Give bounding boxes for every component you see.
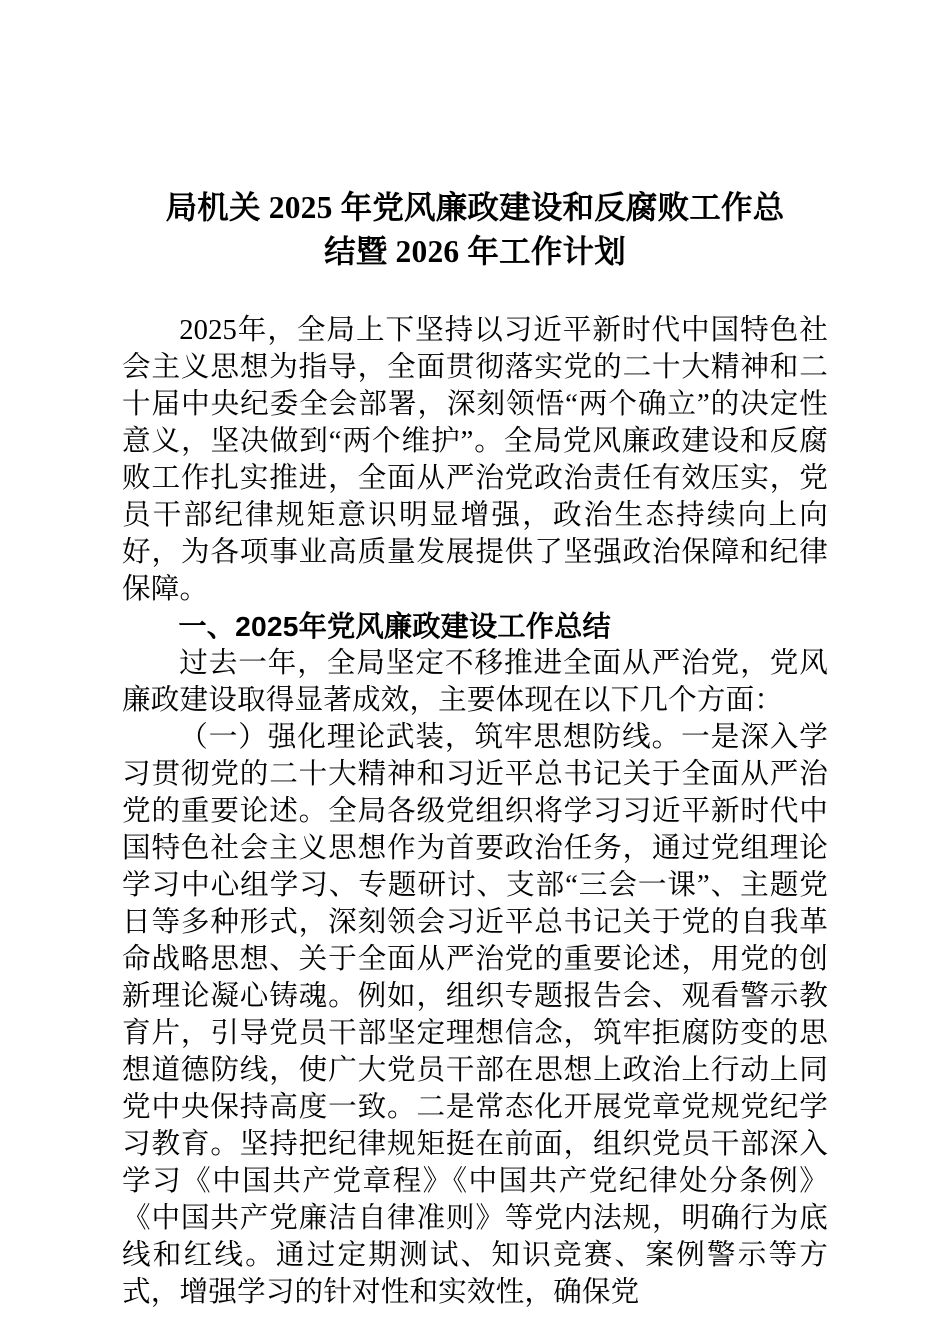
page-title-line-2: 结暨 2026 年工作计划	[324, 234, 626, 269]
subsection-1-paragraph: （一）强化理论武装，筑牢思想防线。一是深入学习贯彻党的二十大精神和习近平总书记关于全面从严治党的重要论述。全局各级党组织将学习习近平新时代中国特色社会主义思想作为首要政治任务，通过党组理论学习中心组学习、专题研讨、支部“三会一课”、主题党日等多种形式，深刻领会习近平总书记关于党的自我革命战略思想、关于全面从严治党的重要论述，用党的创新理论凝心铸魂。例如，组织专题报告会、观看警示教育片，引导党员干部坚定理想信念，筑牢拒腐防变的思想道德防线，使广大党员干部在思想上政治上行动上同党中央保持高度一致。二是常态化开展党章党规党纪学习教育。坚持把纪律规矩挺在前面，组织党员干部深入学习《中国共产党章程》《中国共产党纪律处分条例》《中国共产党廉洁自律准则》等党内法规，明确行为底线和红线。通过定期测试、知识竞赛、案例警示等方式，增强学习的针对性和实效性，确保党	[122, 722, 828, 1308]
page-title	[122, 186, 828, 274]
page-title-line-1: 局机关 2025 年党风廉政建设和反腐败工作总	[165, 190, 785, 225]
section-heading-1: 一、2025年党风廉政建设工作总结	[178, 610, 611, 642]
page-content-area	[122, 186, 828, 1311]
section-1-lead-paragraph: 过去一年，全局坚定不移推进全面从严治党，党风廉政建设取得显著成效，主要体现在以下几个方面：	[122, 648, 828, 716]
intro-paragraph: 2025年，全局上下坚持以习近平新时代中国特色社会主义思想为指导，全面贯彻落实党的二十大精神和二十届中央纪委全会部署，深刻领悟“两个确立”的决定性意义，坚决做到“两个维护”。全局党风廉政建设和反腐败工作扎实推进，全面从严治党政治责任有效压实，党员干部纪律规矩意识明显增强，政治生态持续向上向好，为各项事业高质量发展提供了坚强政治保障和纪律保障。	[122, 315, 828, 605]
